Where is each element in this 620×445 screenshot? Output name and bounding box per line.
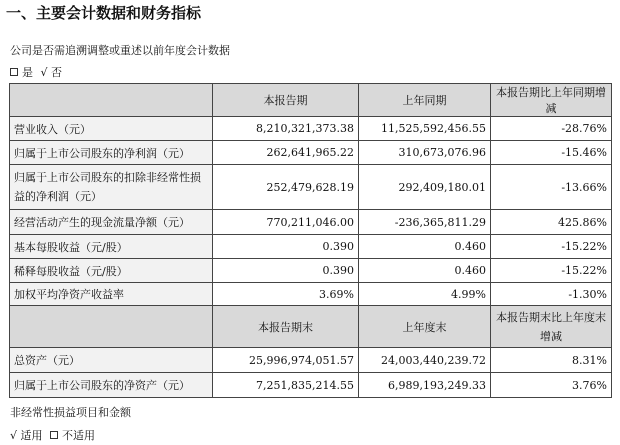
cell-value: -15.22% — [491, 235, 612, 259]
table-row — [10, 165, 612, 210]
cell-value: -236,365,811.29 — [359, 210, 491, 235]
row-label: 归属于上市公司股东的扣除非经常性损益的净利润（元） — [10, 165, 213, 210]
cell-value: 11,525,592,456.55 — [359, 117, 491, 141]
cell-value: -15.22% — [491, 259, 612, 283]
cell-value: 8,210,321,373.38 — [213, 117, 359, 141]
table-header-row — [10, 306, 612, 348]
table-row — [10, 141, 612, 165]
checkbox-unchecked-icon — [10, 68, 18, 76]
header-cell: 本报告期 — [213, 84, 359, 117]
nonrecurring-label: 非经常性损益项目和金额 — [10, 406, 131, 419]
cell-value: -28.76% — [491, 117, 612, 141]
header-cell — [10, 306, 213, 348]
cell-value: -15.46% — [491, 141, 612, 165]
header-cell: 上年度末 — [359, 306, 491, 348]
row-label: 总资产（元） — [10, 348, 213, 373]
cell-value: 4.99% — [359, 283, 491, 306]
row-label: 归属于上市公司股东的净利润（元） — [10, 141, 213, 165]
row-label: 稀释每股收益（元/股） — [10, 259, 213, 283]
option-not-applicable: 不适用 — [62, 429, 96, 442]
apply-options — [10, 427, 95, 443]
option-applicable: 适用 — [20, 429, 43, 442]
header-cell: 本报告期末 — [213, 306, 359, 348]
cell-value: 252,479,628.19 — [213, 165, 359, 210]
cell-value: 425.86% — [491, 210, 612, 235]
cell-value: 0.460 — [359, 259, 491, 283]
cell-value: 8.31% — [491, 348, 612, 373]
table-row — [10, 235, 612, 259]
header-cell: 本报告期末比上年度末增减 — [491, 306, 612, 348]
cell-value: 310,673,076.96 — [359, 141, 491, 165]
restate-options — [10, 64, 62, 80]
row-label: 加权平均净资产收益率 — [10, 283, 213, 306]
cell-value: 24,003,440,239.72 — [359, 348, 491, 373]
check-mark-icon: √ — [10, 429, 18, 442]
cell-value: 3.76% — [491, 373, 612, 398]
row-label: 归属于上市公司股东的净资产（元） — [10, 373, 213, 398]
cell-value: 0.390 — [213, 259, 359, 283]
row-label: 基本每股收益（元/股） — [10, 235, 213, 259]
cell-value: 292,409,180.01 — [359, 165, 491, 210]
table-row — [10, 259, 612, 283]
cell-value: -13.66% — [491, 165, 612, 210]
cell-value: -1.30% — [491, 283, 612, 306]
header-cell: 上年同期 — [359, 84, 491, 117]
table-row — [10, 117, 612, 141]
row-label: 营业收入（元） — [10, 117, 213, 141]
restate-question: 公司是否需追溯调整或重述以前年度会计数据 — [10, 44, 230, 57]
cell-value: 3.69% — [213, 283, 359, 306]
cell-value: 6,989,193,249.33 — [359, 373, 491, 398]
table-row — [10, 210, 612, 235]
header-cell — [10, 84, 213, 117]
cell-value: 770,211,046.00 — [213, 210, 359, 235]
financial-data-table — [9, 83, 612, 398]
table-row — [10, 348, 612, 373]
cell-value: 25,996,974,051.57 — [213, 348, 359, 373]
section-title: 一、主要会计数据和财务指标 — [6, 4, 202, 22]
cell-value: 0.460 — [359, 235, 491, 259]
option-no: 否 — [51, 66, 63, 79]
option-yes: 是 — [22, 66, 33, 79]
cell-value: 0.390 — [213, 235, 359, 259]
header-cell: 本报告期比上年同期增减 — [491, 84, 612, 117]
row-label: 经营活动产生的现金流量净额（元） — [10, 210, 213, 235]
cell-value: 7,251,835,214.55 — [213, 373, 359, 398]
table-row — [10, 373, 612, 398]
checkbox-unchecked-icon — [50, 431, 58, 439]
table-row — [10, 283, 612, 306]
cell-value: 262,641,965.22 — [213, 141, 359, 165]
table-header-row — [10, 84, 612, 117]
check-mark-icon: √ — [40, 66, 48, 79]
